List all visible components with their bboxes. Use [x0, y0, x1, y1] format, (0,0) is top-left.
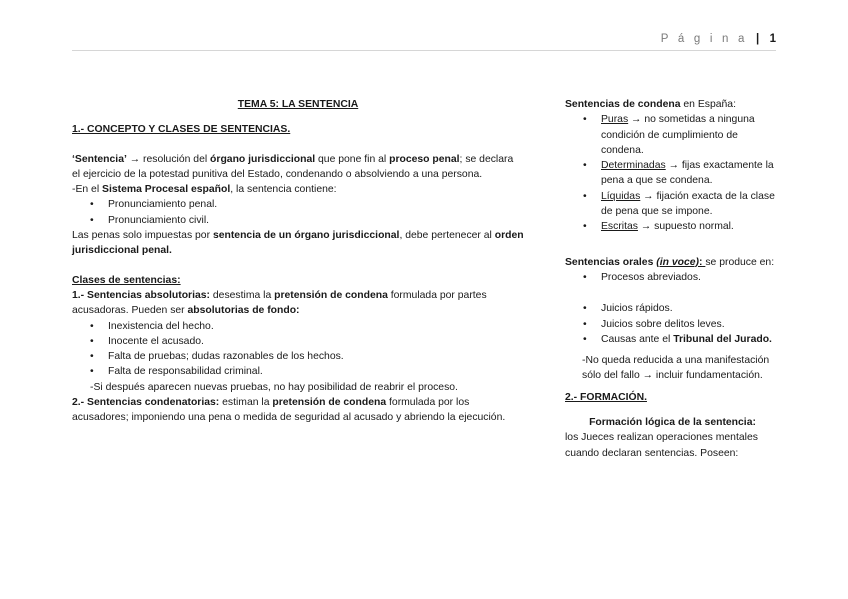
orales-list-1 — [565, 270, 780, 285]
absolutorias-list — [72, 319, 524, 380]
list-item: • Líquidas → fijación exacta de la clase de pena que se impone. — [601, 189, 780, 220]
list-item: • Pronunciamiento civil. — [108, 213, 524, 228]
list-item: • Juicios rápidos. — [601, 301, 780, 316]
list-item: • Pronunciamiento penal. — [108, 197, 524, 212]
page-separator: | — [755, 33, 760, 45]
list-item: • Falta de pruebas; dudas razonables de los hechos. — [108, 349, 524, 364]
page-header — [661, 33, 776, 45]
formacion-heading: Formación lógica de la sentencia: — [589, 417, 756, 429]
list-item: • Falta de responsabilidad criminal. — [108, 364, 524, 379]
sentencia-definition: ‘Sentencia’ → resolución del órgano jurisdiccional que pone fin al proceso penal; se declara el ejercicio de la potestad punitiva del Estado, condenando o absolviendo a una persona. — [72, 153, 514, 180]
clases-heading: Clases de sentencias: — [72, 274, 181, 286]
condena-heading: Sentencias de condena en España: — [565, 99, 736, 110]
section1-heading: 1.- CONCEPTO Y CLASES DE SENTENCIAS. — [72, 124, 291, 136]
list-item: • Puras → no sometidas a ninguna condición de cumplimiento de condena. — [601, 112, 780, 158]
section2-heading: 2.- FORMACIÓN. — [565, 391, 647, 403]
penas-paragraph: Las penas solo impuestas por sentencia de un órgano jurisdiccional, debe pertenecer al orden jurisdiccional penal. — [72, 230, 524, 257]
condenatorias-paragraph: 2.- Sentencias condenatorias: estiman la pretensión de condena formulada por los acusadores; imponiendo una pena o medida de seguridad al acusado y abriendo la ejecución. — [72, 397, 506, 424]
condena-list — [565, 112, 780, 234]
list-item: • Escritas → supuesto normal. — [601, 219, 780, 234]
absolutorias-paragraph: 1.- Sentencias absolutorias: desestima la pretensión de condena formulada por partes acusadoras. Pueden ser absolutorias de fondo: — [72, 289, 487, 317]
reabrir-note: -Si después aparecen nuevas pruebas, no hay posibilidad de reabrir el proceso. — [90, 381, 458, 393]
list-item: • Causas ante el Tribunal del Jurado. — [601, 332, 780, 347]
orales-list-2 — [565, 301, 780, 347]
list-item: • Inexistencia del hecho. — [108, 319, 524, 334]
contains-list — [72, 197, 524, 228]
right-column — [565, 97, 780, 461]
header-rule — [72, 50, 776, 51]
formacion-paragraph: los Jueces realizan operaciones mentales cuando declaran sentencias. Poseen: — [565, 432, 758, 459]
page-label: P á g i n a — [660, 33, 748, 45]
list-item: • Inocente el acusado. — [108, 334, 524, 349]
no-queda-note: -No queda reducida a una manifestación sólo del fallo → incluir fundamentación. — [582, 355, 770, 382]
left-column — [72, 97, 524, 426]
sistema-procesal-line: -En el Sistema Procesal español, la sentencia contiene: — [72, 184, 337, 196]
list-item: • Determinadas → fijas exactamente la pena a que se condena. — [601, 158, 780, 189]
page-number: 1 — [769, 33, 776, 45]
list-item: • Procesos abreviados. — [601, 270, 780, 285]
list-item: • Juicios sobre delitos leves. — [601, 317, 780, 332]
orales-heading: Sentencias orales (in voce): se produce en: — [565, 256, 775, 268]
document-title: TEMA 5: LA SENTENCIA — [237, 99, 359, 110]
